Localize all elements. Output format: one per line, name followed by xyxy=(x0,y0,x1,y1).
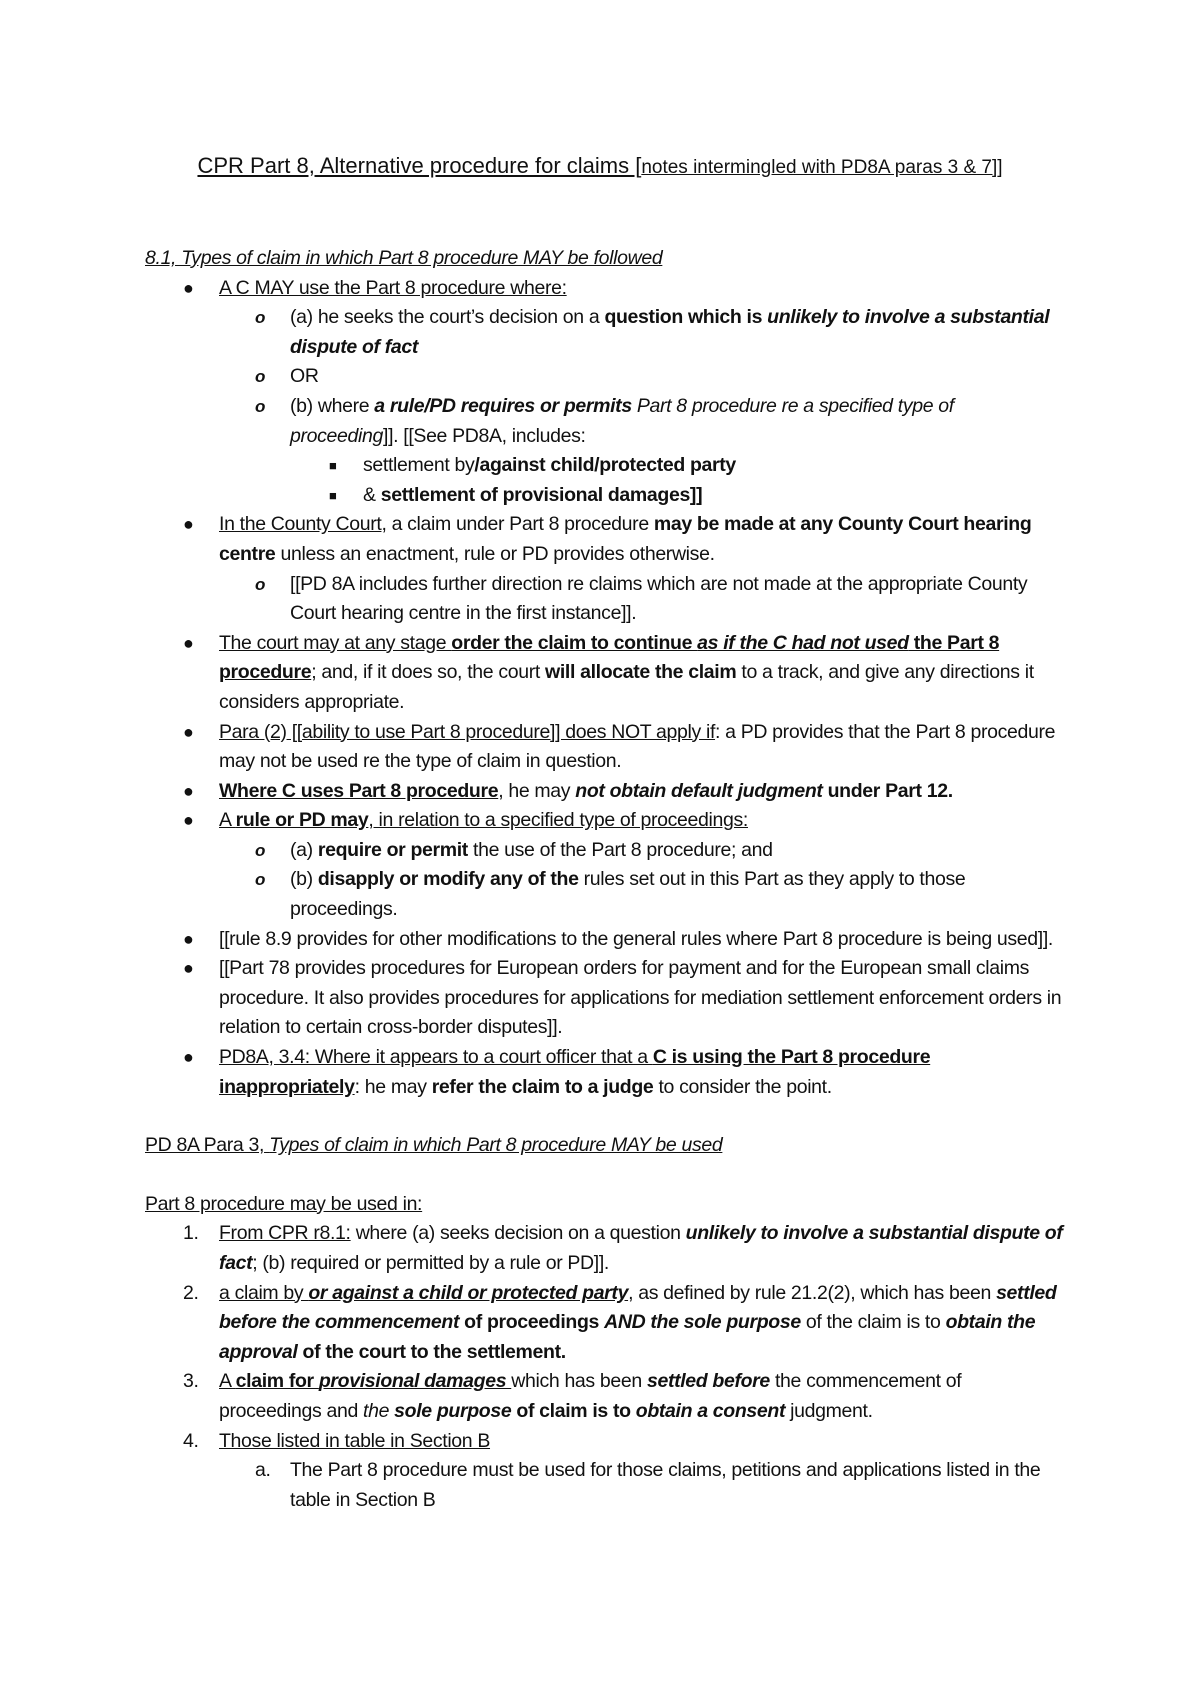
bullet-disc-icon: ● xyxy=(183,721,194,742)
list-item: ■ settlement by/against child/protected party xyxy=(145,451,1065,481)
list-item: 2. a claim by or against a child or protected party, as defined by rule 21.2(2), which has been settled before the commencement of proceedings AND the sole purpose of the claim is to obtain the approval of the court to the settlement. xyxy=(183,1281,1057,1363)
list-item: ● Para (2) [[ability to use Part 8 procedure]] does NOT apply if: a PD provides that the Part 8 procedure may not be used re the type of claim in question. xyxy=(145,718,1065,777)
list-item: 4. Those listed in table in Section B xyxy=(183,1429,491,1452)
bullet-square-icon: ■ xyxy=(329,487,337,503)
list-item: ■ & settlement of provisional damages]] xyxy=(145,481,1065,511)
bullet-disc-icon: ● xyxy=(183,958,194,979)
bullet-disc-icon: ● xyxy=(183,277,194,298)
document-title xyxy=(140,150,1060,184)
section-intro: Part 8 procedure may be used in: xyxy=(145,1192,423,1215)
bullet-disc-icon: ● xyxy=(183,1047,194,1068)
bullet-circle-icon: o xyxy=(255,367,266,387)
list-item: ● Where C uses Part 8 procedure, he may not obtain default judgment under Part 12. xyxy=(145,777,1065,807)
list-item: o OR xyxy=(145,362,1065,392)
bullet-square-icon: ■ xyxy=(329,458,337,474)
list-item: ● In the County Court, a claim under Part 8 procedure may be made at any County Court hearing centre unless an enactment, rule or PD provides otherwise. xyxy=(145,510,1065,569)
pd8a-numbered-list xyxy=(145,1219,1065,1515)
bullet-disc-icon: ● xyxy=(183,928,194,949)
list-item: o [[PD 8A includes further direction re claims which are not made at the appropriate County Court hearing centre in the first instance]]. xyxy=(145,570,1065,629)
list-item: ● A rule or PD may, in relation to a specified type of proceedings: xyxy=(145,806,1065,836)
list-item: ● [[rule 8.9 provides for other modifications to the general rules where Part 8 procedure is being used]]. xyxy=(145,925,1065,955)
section-8-1-list xyxy=(145,274,1065,1103)
list-item: a. The Part 8 procedure must be used for those claims, petitions and applications listed in the table in Section B xyxy=(255,1459,1041,1511)
bullet-circle-icon: o xyxy=(255,840,266,860)
list-item: o (b) disapply or modify any of the rules set out in this Part as they apply to those proceedings. xyxy=(145,865,1065,924)
bullet-disc-icon: ● xyxy=(183,632,194,653)
list-item: ● A C MAY use the Part 8 procedure where: xyxy=(145,274,1065,304)
bullet-circle-icon: o xyxy=(255,574,266,594)
bullet-circle-icon: o xyxy=(255,870,266,890)
section-heading-pd8a-para-3: PD 8A Para 3, Types of claim in which Part 8 procedure MAY be used xyxy=(145,1134,723,1157)
bullet-disc-icon: ● xyxy=(183,780,194,801)
title-sub: notes intermingled with PD8A paras 3 & 7]] xyxy=(641,157,1003,178)
list-item: o (a) he seeks the court’s decision on a question which is unlikely to involve a substantial dispute of fact xyxy=(145,303,1065,362)
document-body xyxy=(145,244,1065,1515)
list-item: 3. A claim for provisional damages which has been settled before the commencement of proceedings and the sole purpose of claim is to obtain a consent judgment. xyxy=(183,1370,962,1422)
bullet-disc-icon: ● xyxy=(183,514,194,535)
section-heading-8-1: 8.1, Types of claim in which Part 8 procedure MAY be followed xyxy=(145,247,663,269)
list-item: o (b) where a rule/PD requires or permits Part 8 procedure re a specified type of proceeding]]. [[See PD8A, includes: xyxy=(145,392,1065,451)
list-item: o (a) require or permit the use of the Part 8 procedure; and xyxy=(145,836,1065,866)
title-main: CPR Part 8, Alternative procedure for claims [ xyxy=(197,153,642,178)
bullet-circle-icon: o xyxy=(255,308,266,328)
list-item: ● The court may at any stage order the claim to continue as if the C had not used the Part 8 procedure; and, if it does so, the court will allocate the claim to a track, and give any directions it considers appropriate. xyxy=(145,629,1065,718)
bullet-disc-icon: ● xyxy=(183,810,194,831)
list-item: ● PD8A, 3.4: Where it appears to a court officer that a C is using the Part 8 procedure inappropriately: he may refer the claim to a judge to consider the point. xyxy=(145,1043,1065,1102)
list-item: 1. From CPR r8.1: where (a) seeks decision on a question unlikely to involve a substantial dispute of fact; (b) required or permitted by a rule or PD]]. xyxy=(183,1222,1063,1274)
list-item: ● [[Part 78 provides procedures for European orders for payment and for the European small claims procedure. It also provides procedures for applications for mediation settlement enforcement orders in relation to certain cross-border disputes]]. xyxy=(145,954,1065,1043)
bullet-circle-icon: o xyxy=(255,396,266,416)
